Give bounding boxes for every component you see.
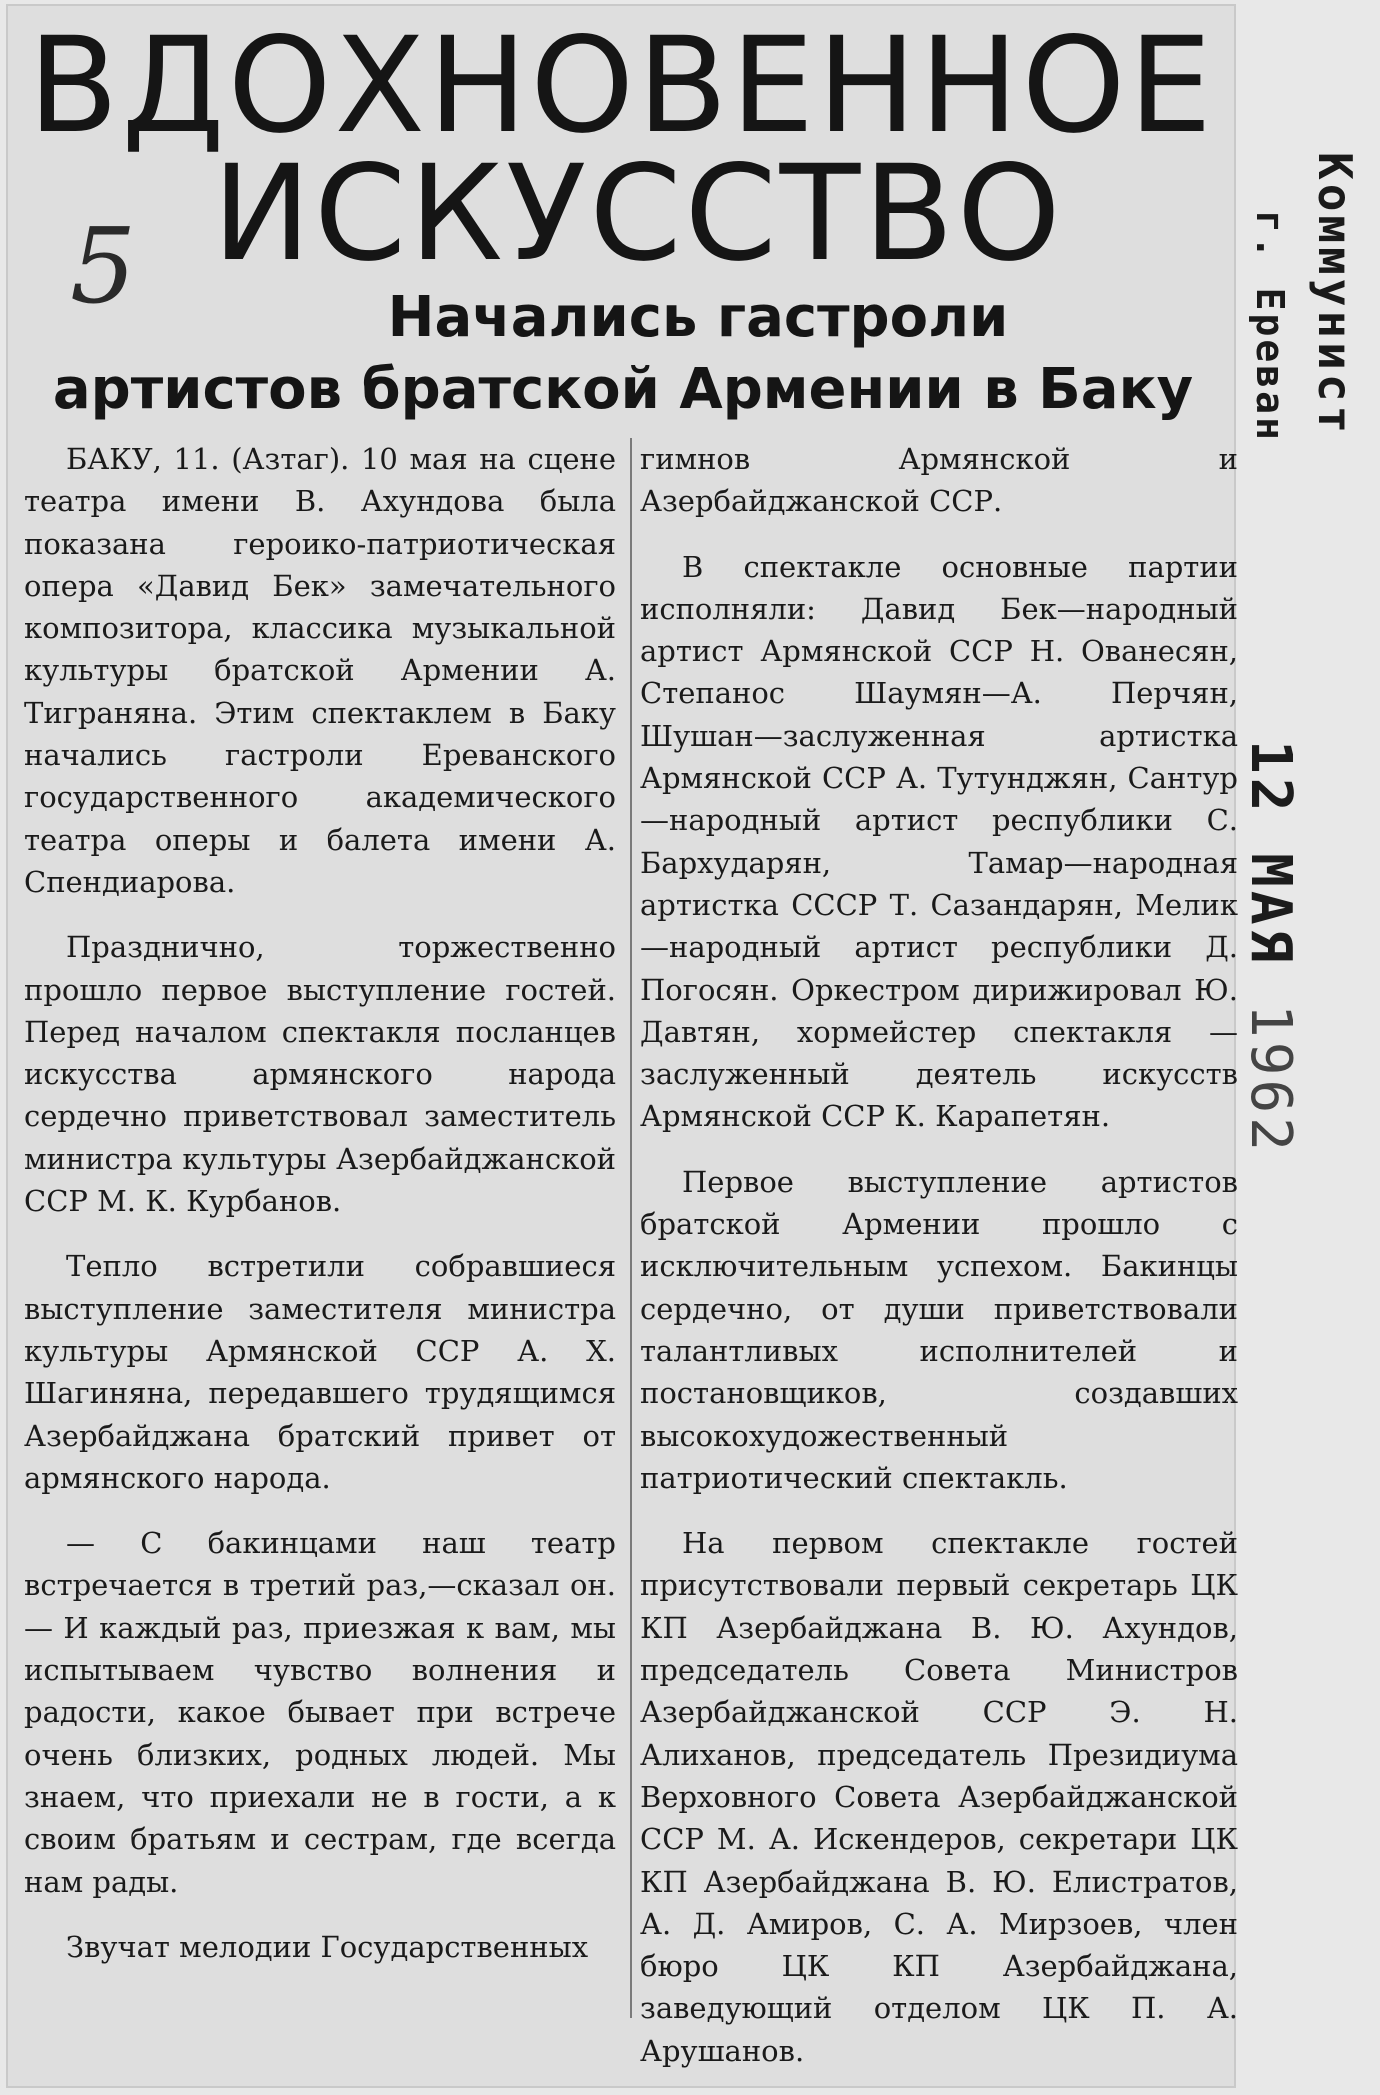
headline-line-2: ИСКУССТВО <box>212 137 1064 291</box>
date-stamp <box>1238 740 1303 1155</box>
newspaper-city-stamp: г. Ереван <box>1248 210 1292 443</box>
paragraph: БАКУ, 11. (Азтаг). 10 мая на сцене театра имени В. Ахундова была показана героико-патриотическая опера «Давид Бек» замечательного композитора, классика музыкальной культуры братской Армении А. Тиграняна. Этим спектаклем в Баку начались гастроли Ереванского государственного академического театра оперы и балета имени А. Спендиарова. <box>24 442 616 899</box>
headline-line-1: ВДОХНОВЕННОЕ <box>28 9 1215 163</box>
handwritten-number-text: 5 <box>70 210 137 320</box>
newspaper-name-stamp: Коммунист <box>1308 152 1362 438</box>
column-divider <box>630 438 632 2018</box>
paragraph: Празднично, торжественно прошло первое выступление гостей. Перед началом спектакля посланцев искусства армянского народа сердечно приветствовал заместитель министра культуры Азербайджанской ССР М. К. Курбанов. <box>24 930 616 1219</box>
paragraph: В спектакле основные партии исполняли: Давид Бек—народный артист Армянской ССР Н. Ованесян, Степанос Шаумян—А. Перчян, Шушан—заслуженная артистка Армянской ССР А. Тутунджян, Сантур—народный артист республики С. Бархударян, Тамар—народная артистка СССР Т. Сазандарян, Мелик—народный артист республики Д. Погосян. Оркестром дирижировал Ю. Давтян, хормейстер спектакля — заслуженный деятель искусств Армянской ССР К. Карапетян. <box>640 549 1238 1134</box>
subheadline-line-2: артистов братской Армении в Баку <box>52 357 1194 422</box>
article-headline <box>28 9 1215 291</box>
article-column-left <box>24 438 616 1991</box>
article-column-right <box>640 438 1238 2095</box>
paragraph: Тепло встретили собравшиеся выступление заместителя министра культуры Армянской ССР А. Х. Шагиняна, передавшего трудящимся Азербайджана братский привет от армянского народа. <box>24 1249 616 1495</box>
paragraph: — С бакинцами наш театр встречается в третий раз,—сказал он.— И каждый раз, приезжая к вам, мы испытываем чувство волнения и радости, какое бывает при встрече очень близких, родных людей. Мы знаем, что приехали не в гости, а к своим братьям и сестрам, где всегда нам рады. <box>24 1526 616 1899</box>
article-subheadline <box>28 282 1218 426</box>
paragraph: Первое выступление артистов братской Армении прошло с исключительным успехом. Бакинцы сердечно, от души приветствовали талантливых исполнителей и постановщиков, создавших высокохудожественный патриотический спектакль. <box>640 1164 1238 1495</box>
paragraph: На первом спектакле гостей присутствовали первый секретарь ЦК КП Азербайджана В. Ю. Ахундов, председатель Совета Министров Азербайджанской ССР Э. Н. Алиханов, председатель Президиума Верховного Совета Азербайджанской ССР М. А. Искендеров, секретари ЦК КП Азербайджана В. Ю. Елистратов, А. Д. Амиров, С. А. Мирзоев, член бюро ЦК КП Азербайджана, заведующий отделом ЦК П. А. Арушанов. <box>640 1526 1238 2068</box>
date-stamp-day-month: 12 МАЯ <box>1238 740 1303 967</box>
paragraph: Звучат мелодии Государственных <box>66 1929 589 1964</box>
paragraph-continuation: гимнов Армянской и Азербайджанской ССР. <box>640 442 1238 519</box>
date-stamp-year: 1962 <box>1238 1004 1303 1155</box>
subheadline-line-1: Начались гастроли <box>387 285 1009 350</box>
